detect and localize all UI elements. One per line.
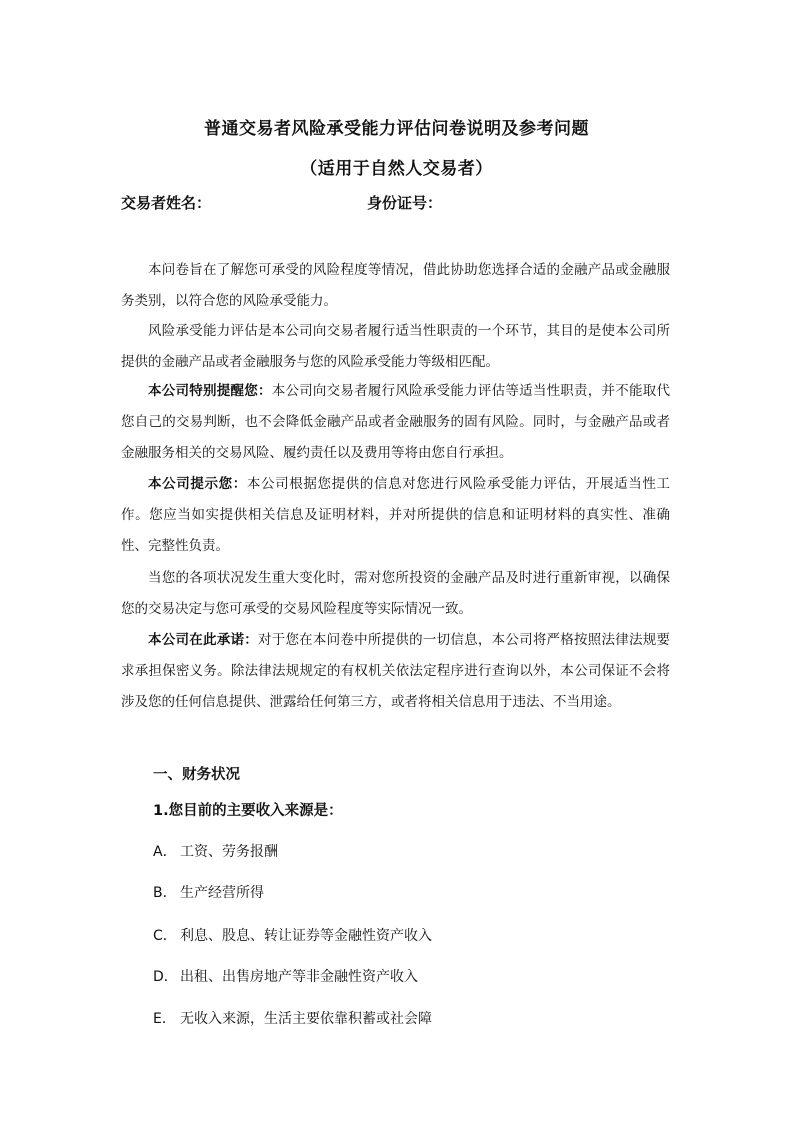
option-text: 生产经营所得 <box>180 885 264 901</box>
option-d[interactable] <box>153 966 418 986</box>
option-text: 利息、股息、转让证券等金融性资产收入 <box>180 928 432 944</box>
notice-body: 本公司根据您提供的信息对您进行风险承受能力评估，开展适当性工作。您应当如实提供相关信息及证明材料，并对所提供的信息和证明材料的真实性、准确性、完整性负责。 <box>121 476 670 554</box>
document-title: 普通交易者风险承受能力评估问卷说明及参考问题 <box>204 119 589 139</box>
notice-lead: 本公司提示您： <box>148 476 247 492</box>
intro-paragraph-reminder <box>121 376 670 469</box>
question-income-source: 1.您目前的主要收入来源是： <box>153 803 343 819</box>
commitment-lead: 本公司在此承诺： <box>148 632 258 648</box>
option-e[interactable] <box>153 1008 432 1028</box>
option-letter: C． <box>153 928 177 944</box>
intro-paragraph-assessment: 风险承受能力评估是本公司向交易者履行适当性职责的一个环节，其目的是使本公司所提供的金融产品或者金融服务与您的风险承受能力等级相匹配。 <box>121 323 670 370</box>
option-letter: A． <box>153 844 177 860</box>
intro-paragraph-changes: 当您的各项状况发生重大变化时，需对您所投资的金融产品及时进行重新审视，以确保您的交易决定与您可承受的交易风险程度等实际情况一致。 <box>121 570 670 617</box>
section-heading-finance: 一、财务状况 <box>153 767 240 783</box>
option-b[interactable] <box>153 882 264 902</box>
option-text: 出租、出售房地产等非金融性资产收入 <box>180 969 418 985</box>
document-subtitle: （适用于自然人交易者） <box>300 159 493 179</box>
option-text: 无收入来源，生活主要依靠积蓄或社会障 <box>180 1011 432 1027</box>
intro-paragraph-notice <box>121 469 670 562</box>
trader-name-label: 交易者姓名： <box>121 194 212 212</box>
option-c[interactable] <box>153 925 432 945</box>
option-letter: E． <box>153 1011 176 1027</box>
option-letter: B． <box>153 885 177 901</box>
commitment-body: 对于您在本问卷中所提供的一切信息，本公司将严格按照法律法规要求承担保密义务。除法律法规规定的有权机关依法定程序进行查询以外，本公司保证不会将涉及您的任何信息提供、泄露给任何第三方，或者将相关信息用于违法、不当用途。 <box>121 632 671 710</box>
intro-paragraph-purpose: 本问卷旨在了解您可承受的风险程度等情况，借此协助您选择合适的金融产品或金融服务类别，以符合您的风险承受能力。 <box>121 262 670 309</box>
intro-paragraph-commitment <box>121 625 670 718</box>
option-text: 工资、劳务报酬 <box>180 844 278 860</box>
option-a[interactable] <box>153 841 278 861</box>
option-letter: D． <box>153 969 178 985</box>
reminder-body: 本公司向交易者履行风险承受能力评估等适当性职责，并不能取代您自己的交易判断，也不会降低金融产品或者金融服务的固有风险。同时，与金融产品或者金融服务相关的交易风险、履约责任以及费用等将由您自行承担。 <box>121 383 671 461</box>
id-number-label: 身份证号： <box>367 194 443 212</box>
reminder-lead: 本公司特别提醒您： <box>148 383 272 399</box>
